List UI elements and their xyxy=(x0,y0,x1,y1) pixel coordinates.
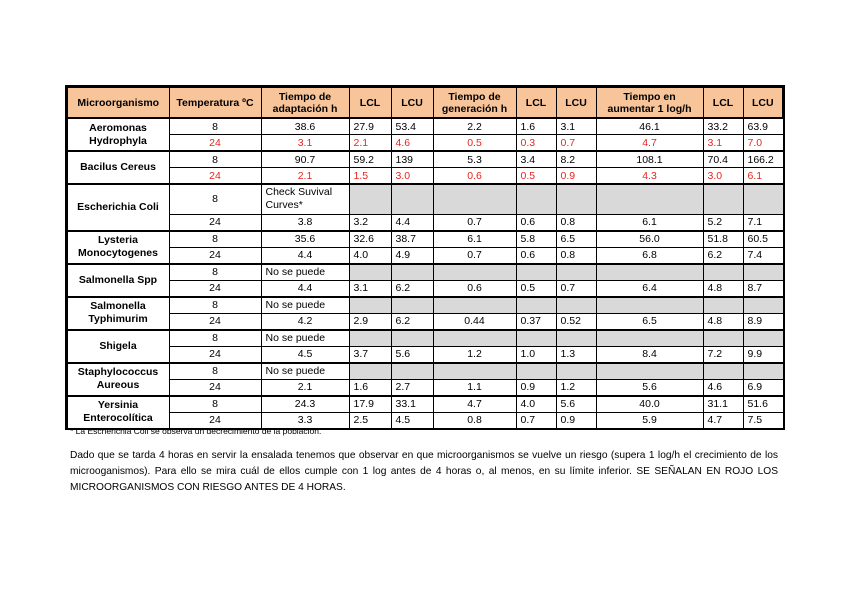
lcu1-cell: 3.0 xyxy=(391,168,433,185)
empty-cell xyxy=(703,184,743,214)
lcl1-cell: 32.6 xyxy=(349,231,391,248)
empty-cell xyxy=(391,184,433,214)
lcu2-cell: 0.8 xyxy=(556,214,596,231)
header-temperatura: Temperatura ºC xyxy=(169,87,261,118)
empty-cell xyxy=(703,264,743,281)
growth-data-table xyxy=(66,86,784,429)
explanation-paragraph: Dado que se tarda 4 horas en servir la ensalada tenemos que observar en que microorganismos se vuelve un riesgo (supera 1 log/h el crecimiento de los microoganismos). Para ello se mira cuál de ellos cumple con 1 log antes de 4 horas o, al menos, en su límite inferior. SE SEÑALAN EN ROJO LOS MICROORGANISMOS CON RIESGO ANTES DE 4 HORAS. xyxy=(70,450,778,493)
gen-cell: 0.5 xyxy=(433,135,516,152)
empty-cell xyxy=(433,264,516,281)
lcu3-cell: 7.0 xyxy=(743,135,783,152)
lcl1-cell: 3.2 xyxy=(349,214,391,231)
empty-cell xyxy=(743,297,783,314)
empty-cell xyxy=(349,363,391,380)
lcu3-cell: 7.1 xyxy=(743,214,783,231)
lcl2-cell: 4.0 xyxy=(516,396,556,413)
empty-cell xyxy=(556,330,596,347)
table-row xyxy=(67,330,783,347)
gen-cell: 1.1 xyxy=(433,379,516,396)
empty-cell xyxy=(743,363,783,380)
log-cell: 5.6 xyxy=(596,379,703,396)
header-row xyxy=(67,87,783,118)
lcu1-cell: 38.7 xyxy=(391,231,433,248)
temperature-cell: 8 xyxy=(169,330,261,347)
empty-cell xyxy=(516,184,556,214)
temperature-cell: 24 xyxy=(169,313,261,330)
gen-cell: 0.6 xyxy=(433,168,516,185)
adapt-cell: 4.4 xyxy=(261,280,349,297)
empty-cell xyxy=(556,297,596,314)
lcl3-cell: 70.4 xyxy=(703,151,743,168)
organism-name: Staphylococcus Aureous xyxy=(67,363,169,396)
lcu2-cell: 8.2 xyxy=(556,151,596,168)
adapt-cell: 35.6 xyxy=(261,231,349,248)
table-row xyxy=(67,168,783,185)
lcu2-cell: 1.2 xyxy=(556,379,596,396)
lcu3-cell: 7.5 xyxy=(743,412,783,428)
log-cell: 4.7 xyxy=(596,135,703,152)
lcu2-cell: 0.9 xyxy=(556,168,596,185)
temperature-cell: 8 xyxy=(169,297,261,314)
table-row xyxy=(67,118,783,135)
gen-cell: 5.3 xyxy=(433,151,516,168)
log-cell: 8.4 xyxy=(596,346,703,363)
lcu3-cell: 6.1 xyxy=(743,168,783,185)
lcl2-cell: 0.6 xyxy=(516,247,556,264)
header-lcu-3: LCU xyxy=(743,87,783,118)
log-cell: 40.0 xyxy=(596,396,703,413)
temperature-cell: 24 xyxy=(169,412,261,428)
header-lcl-1: LCL xyxy=(349,87,391,118)
temperature-cell: 24 xyxy=(169,379,261,396)
lcl2-cell: 0.3 xyxy=(516,135,556,152)
empty-cell xyxy=(349,264,391,281)
lcl3-cell: 33.2 xyxy=(703,118,743,135)
organism-group xyxy=(67,151,783,184)
header-tiempo-generacion: Tiempo de generación h xyxy=(433,87,516,118)
organism-name: Lysteria Monocytogenes xyxy=(67,231,169,264)
lcl1-cell: 2.5 xyxy=(349,412,391,428)
lcl3-cell: 7.2 xyxy=(703,346,743,363)
footnote: * La Escherichia Coli se observa un decrecimiento de la población. xyxy=(70,426,322,436)
lcl2-cell: 0.9 xyxy=(516,379,556,396)
empty-cell xyxy=(516,297,556,314)
adapt-cell: 2.1 xyxy=(261,379,349,396)
log-cell: 6.8 xyxy=(596,247,703,264)
lcl1-cell: 3.7 xyxy=(349,346,391,363)
empty-cell xyxy=(349,330,391,347)
lcu1-cell: 6.2 xyxy=(391,280,433,297)
gen-cell: 0.7 xyxy=(433,247,516,264)
lcu1-cell: 6.2 xyxy=(391,313,433,330)
adapt-cell: 24.3 xyxy=(261,396,349,413)
empty-cell xyxy=(516,264,556,281)
log-cell: 108.1 xyxy=(596,151,703,168)
gen-cell: 1.2 xyxy=(433,346,516,363)
organism-name: Salmonella Typhimurim xyxy=(67,297,169,330)
header-lcu-1: LCU xyxy=(391,87,433,118)
lcl1-cell: 2.1 xyxy=(349,135,391,152)
table-row xyxy=(67,231,783,248)
lcl2-cell: 1.6 xyxy=(516,118,556,135)
table-row xyxy=(67,363,783,380)
organism-name: Aeromonas Hydrophyla xyxy=(67,118,169,151)
organism-group xyxy=(67,396,783,429)
lcu2-cell: 5.6 xyxy=(556,396,596,413)
empty-cell xyxy=(743,330,783,347)
lcl3-cell: 51.8 xyxy=(703,231,743,248)
lcl1-cell: 2.9 xyxy=(349,313,391,330)
organism-group xyxy=(67,330,783,363)
organism-name: Yersinia Enterocolítica xyxy=(67,396,169,429)
lcu2-cell: 0.7 xyxy=(556,280,596,297)
log-cell: 46.1 xyxy=(596,118,703,135)
lcl2-cell: 5.8 xyxy=(516,231,556,248)
adaptation-note-cell: Check Suvival Curves* xyxy=(261,184,349,214)
lcu3-cell: 166.2 xyxy=(743,151,783,168)
adapt-cell: 3.1 xyxy=(261,135,349,152)
header-tiempo-adaptacion: Tiempo de adaptación h xyxy=(261,87,349,118)
log-cell: 4.3 xyxy=(596,168,703,185)
temperature-cell: 24 xyxy=(169,346,261,363)
adapt-cell: 38.6 xyxy=(261,118,349,135)
empty-cell xyxy=(556,184,596,214)
lcl3-cell: 4.8 xyxy=(703,313,743,330)
empty-cell xyxy=(516,363,556,380)
adapt-cell: 4.4 xyxy=(261,247,349,264)
table-row xyxy=(67,247,783,264)
empty-cell xyxy=(556,363,596,380)
empty-cell xyxy=(433,297,516,314)
empty-cell xyxy=(596,330,703,347)
adapt-cell: 3.3 xyxy=(261,412,349,428)
lcu1-cell: 4.6 xyxy=(391,135,433,152)
gen-cell: 0.6 xyxy=(433,280,516,297)
empty-cell xyxy=(391,297,433,314)
log-cell: 6.4 xyxy=(596,280,703,297)
empty-cell xyxy=(596,363,703,380)
table-row xyxy=(67,135,783,152)
lcl1-cell: 4.0 xyxy=(349,247,391,264)
header-microorganismo: Microorganismo xyxy=(67,87,169,118)
organism-group xyxy=(67,363,783,396)
header-lcl-3: LCL xyxy=(703,87,743,118)
lcl1-cell: 1.5 xyxy=(349,168,391,185)
empty-cell xyxy=(433,330,516,347)
temperature-cell: 8 xyxy=(169,184,261,214)
lcu3-cell: 51.6 xyxy=(743,396,783,413)
empty-cell xyxy=(703,330,743,347)
lcu2-cell: 1.3 xyxy=(556,346,596,363)
empty-cell xyxy=(349,184,391,214)
empty-cell xyxy=(391,363,433,380)
lcu3-cell: 63.9 xyxy=(743,118,783,135)
table-row xyxy=(67,346,783,363)
log-cell: 56.0 xyxy=(596,231,703,248)
lcl3-cell: 5.2 xyxy=(703,214,743,231)
gen-cell: 6.1 xyxy=(433,231,516,248)
lcu3-cell: 6.9 xyxy=(743,379,783,396)
temperature-cell: 8 xyxy=(169,151,261,168)
lcu3-cell: 8.9 xyxy=(743,313,783,330)
lcl1-cell: 27.9 xyxy=(349,118,391,135)
adaptation-note-cell: No se puede xyxy=(261,297,349,314)
lcu3-cell: 9.9 xyxy=(743,346,783,363)
table-row xyxy=(67,264,783,281)
lcl2-cell: 0.5 xyxy=(516,280,556,297)
gen-cell: 4.7 xyxy=(433,396,516,413)
lcu1-cell: 53.4 xyxy=(391,118,433,135)
lcl3-cell: 4.7 xyxy=(703,412,743,428)
table-row xyxy=(67,151,783,168)
adaptation-note-cell: No se puede xyxy=(261,264,349,281)
lcl2-cell: 0.7 xyxy=(516,412,556,428)
table-row xyxy=(67,396,783,413)
lcu1-cell: 4.5 xyxy=(391,412,433,428)
temperature-cell: 8 xyxy=(169,231,261,248)
table-row xyxy=(67,313,783,330)
empty-cell xyxy=(743,184,783,214)
lcu2-cell: 0.9 xyxy=(556,412,596,428)
organism-group xyxy=(67,297,783,330)
lcl1-cell: 59.2 xyxy=(349,151,391,168)
lcu2-cell: 0.52 xyxy=(556,313,596,330)
empty-cell xyxy=(596,264,703,281)
table-row xyxy=(67,280,783,297)
lcl3-cell: 4.8 xyxy=(703,280,743,297)
temperature-cell: 24 xyxy=(169,135,261,152)
lcl2-cell: 0.6 xyxy=(516,214,556,231)
empty-cell xyxy=(433,184,516,214)
log-cell: 5.9 xyxy=(596,412,703,428)
temperature-cell: 8 xyxy=(169,363,261,380)
empty-cell xyxy=(349,297,391,314)
lcu3-cell: 60.5 xyxy=(743,231,783,248)
lcu1-cell: 33.1 xyxy=(391,396,433,413)
lcl3-cell: 4.6 xyxy=(703,379,743,396)
empty-cell xyxy=(556,264,596,281)
adaptation-note-cell: No se puede xyxy=(261,330,349,347)
lcl3-cell: 3.0 xyxy=(703,168,743,185)
lcl3-cell: 6.2 xyxy=(703,247,743,264)
organism-group xyxy=(67,231,783,264)
adapt-cell: 3.8 xyxy=(261,214,349,231)
table-row xyxy=(67,214,783,231)
table-row xyxy=(67,379,783,396)
header-lcl-2: LCL xyxy=(516,87,556,118)
adapt-cell: 4.2 xyxy=(261,313,349,330)
temperature-cell: 24 xyxy=(169,168,261,185)
table-row xyxy=(67,184,783,214)
lcu2-cell: 3.1 xyxy=(556,118,596,135)
empty-cell xyxy=(433,363,516,380)
gen-cell: 0.7 xyxy=(433,214,516,231)
gen-cell: 2.2 xyxy=(433,118,516,135)
temperature-cell: 24 xyxy=(169,214,261,231)
empty-cell xyxy=(391,264,433,281)
lcl1-cell: 17.9 xyxy=(349,396,391,413)
header-lcu-2: LCU xyxy=(556,87,596,118)
organism-name: Bacilus Cereus xyxy=(67,151,169,184)
empty-cell xyxy=(703,297,743,314)
organism-group xyxy=(67,264,783,297)
empty-cell xyxy=(743,264,783,281)
empty-cell xyxy=(596,184,703,214)
organism-name: Shigela xyxy=(67,330,169,363)
lcu3-cell: 7.4 xyxy=(743,247,783,264)
temperature-cell: 24 xyxy=(169,280,261,297)
adapt-cell: 2.1 xyxy=(261,168,349,185)
organism-name: Escherichia Coli xyxy=(67,184,169,231)
lcu2-cell: 0.8 xyxy=(556,247,596,264)
lcu2-cell: 6.5 xyxy=(556,231,596,248)
adapt-cell: 90.7 xyxy=(261,151,349,168)
log-cell: 6.5 xyxy=(596,313,703,330)
temperature-cell: 24 xyxy=(169,247,261,264)
lcu1-cell: 2.7 xyxy=(391,379,433,396)
empty-cell xyxy=(596,297,703,314)
lcu2-cell: 0.7 xyxy=(556,135,596,152)
lcl1-cell: 3.1 xyxy=(349,280,391,297)
lcl1-cell: 1.6 xyxy=(349,379,391,396)
log-cell: 6.1 xyxy=(596,214,703,231)
lcu1-cell: 4.4 xyxy=(391,214,433,231)
lcl3-cell: 31.1 xyxy=(703,396,743,413)
temperature-cell: 8 xyxy=(169,264,261,281)
temperature-cell: 8 xyxy=(169,396,261,413)
empty-cell xyxy=(391,330,433,347)
temperature-cell: 8 xyxy=(169,118,261,135)
gen-cell: 0.8 xyxy=(433,412,516,428)
organism-name: Salmonella Spp xyxy=(67,264,169,297)
organism-group xyxy=(67,184,783,231)
lcl3-cell: 3.1 xyxy=(703,135,743,152)
table-row xyxy=(67,297,783,314)
lcu1-cell: 4.9 xyxy=(391,247,433,264)
empty-cell xyxy=(516,330,556,347)
organism-group xyxy=(67,118,783,151)
empty-cell xyxy=(703,363,743,380)
lcu1-cell: 139 xyxy=(391,151,433,168)
header-tiempo-log: Tiempo en aumentar 1 log/h xyxy=(596,87,703,118)
gen-cell: 0.44 xyxy=(433,313,516,330)
adaptation-note-cell: No se puede xyxy=(261,363,349,380)
lcl2-cell: 0.37 xyxy=(516,313,556,330)
lcu1-cell: 5.6 xyxy=(391,346,433,363)
lcl2-cell: 3.4 xyxy=(516,151,556,168)
adapt-cell: 4.5 xyxy=(261,346,349,363)
lcu3-cell: 8.7 xyxy=(743,280,783,297)
lcl2-cell: 0.5 xyxy=(516,168,556,185)
lcl2-cell: 1.0 xyxy=(516,346,556,363)
